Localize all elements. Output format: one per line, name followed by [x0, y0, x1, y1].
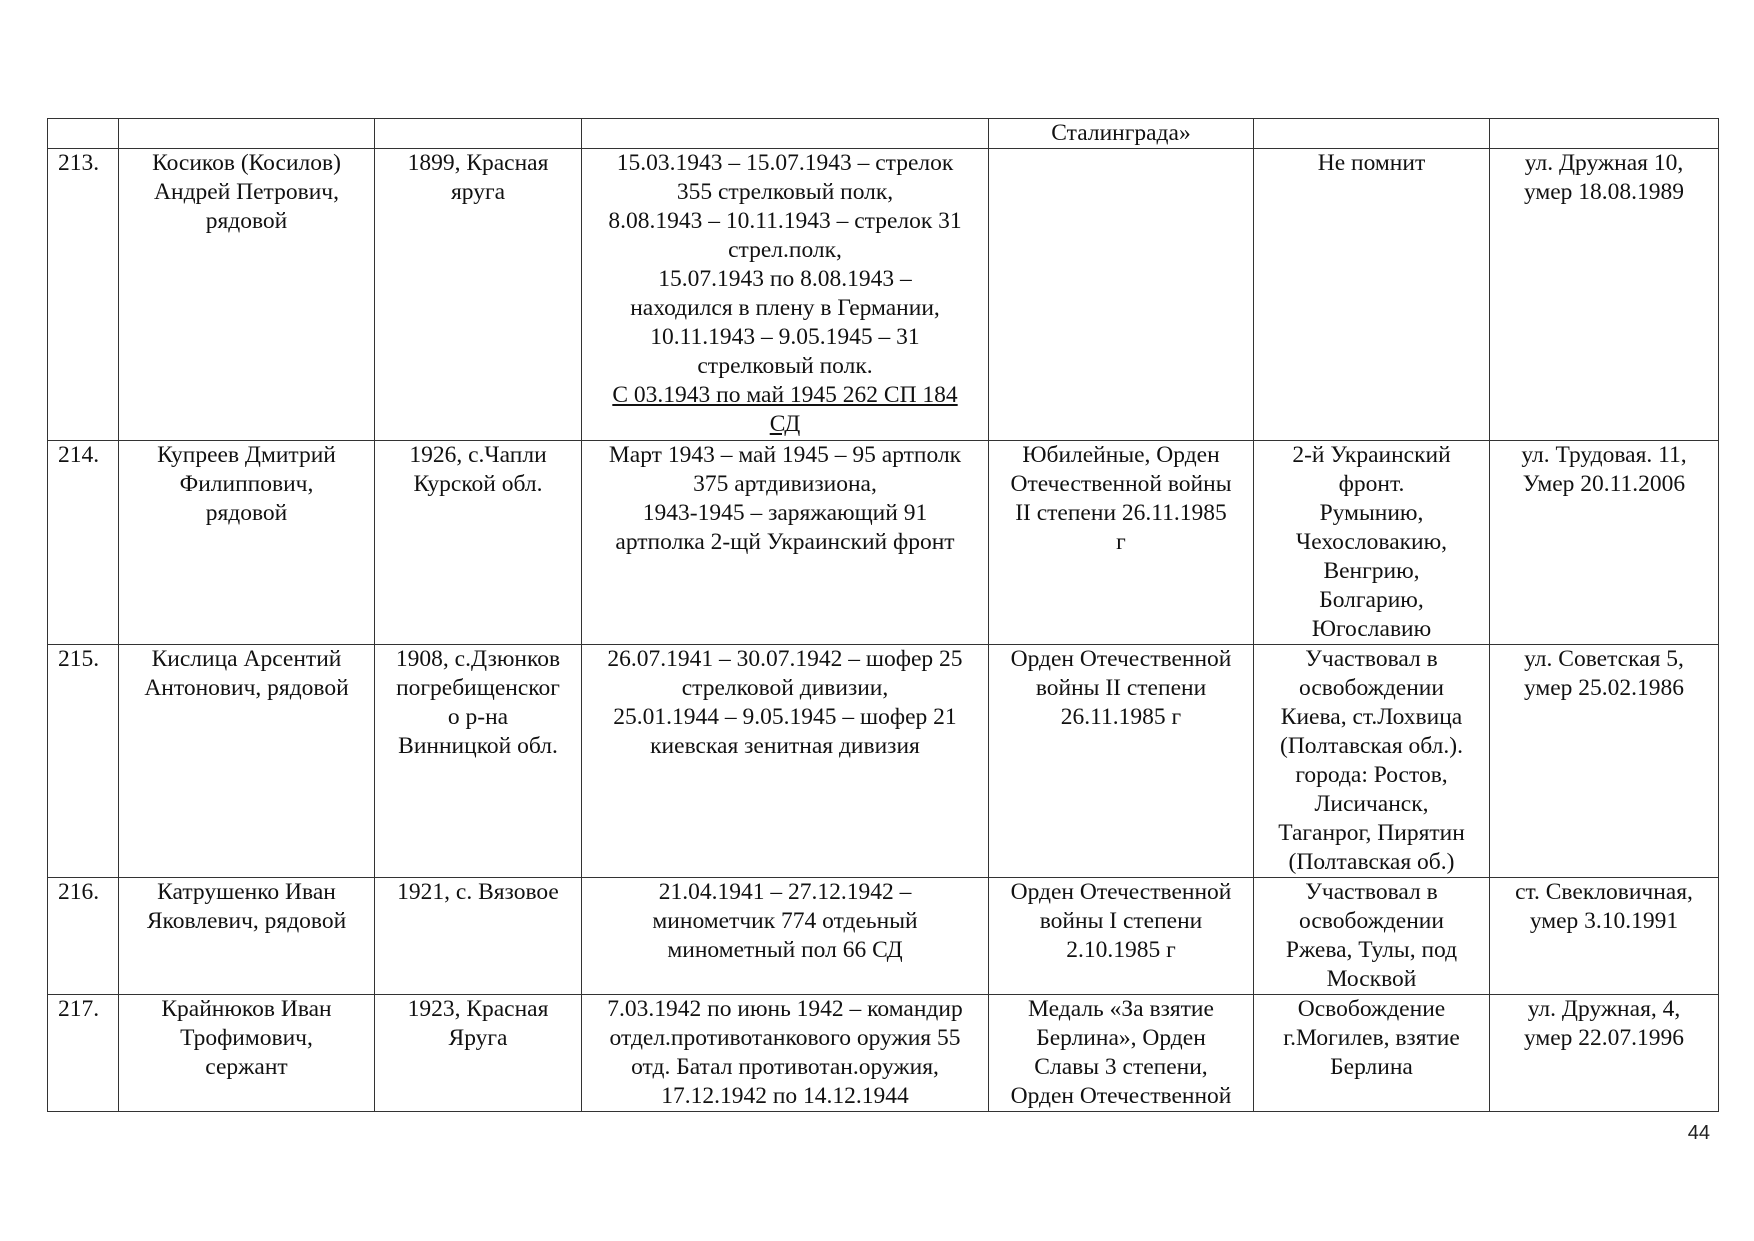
cell-service — [582, 119, 989, 149]
cell-birth — [375, 119, 582, 149]
cell-address: ул. Дружная, 4, умер 22.07.1996 — [1490, 995, 1719, 1112]
veterans-table — [47, 118, 1719, 1112]
table-row — [48, 878, 1719, 995]
cell-service: Март 1943 – май 1945 – 95 артполк 375 артдивизиона, 1943-1945 – заряжающий 91 артполка 2-щй Украинский фронт — [582, 441, 989, 645]
cell-battles: Участвовал в освобождении Ржева, Тулы, под Москвой — [1254, 878, 1490, 995]
table-row — [48, 645, 1719, 878]
cell-service: 26.07.1941 – 30.07.1942 – шофер 25 стрелковой дивизии, 25.01.1944 – 9.05.1945 – шофер 21 киевская зенитная дивизия — [582, 645, 989, 878]
cell-name: Крайнюков Иван Трофимович, сержант — [119, 995, 375, 1112]
cell-service: 7.03.1942 по июнь 1942 – командир отдел.противотанкового оружия 55 отд. Батал противотан.оружия, 17.12.1942 по 14.12.1944 — [582, 995, 989, 1112]
cell-name: Косиков (Косилов) Андрей Петрович, рядовой — [119, 149, 375, 441]
cell-battles: Освобождение г.Могилев, взятие Берлина — [1254, 995, 1490, 1112]
table-row — [48, 149, 1719, 441]
cell-battles: 2-й Украинский фронт. Румынию, Чехословакию, Венгрию, Болгарию, Югославию — [1254, 441, 1490, 645]
cell-awards: Медаль «За взятие Берлина», Орден Славы 3 степени, Орден Отечественной — [989, 995, 1254, 1112]
cell-number: 213. — [48, 149, 119, 441]
cell-address: ул. Дружная 10, умер 18.08.1989 — [1490, 149, 1719, 441]
table-row — [48, 441, 1719, 645]
cell-service — [582, 149, 989, 441]
cell-birth: 1921, с. Вязовое — [375, 878, 582, 995]
cell-name — [119, 119, 375, 149]
cell-number: 215. — [48, 645, 119, 878]
cell-number — [48, 119, 119, 149]
cell-birth: 1923, Красная Яруга — [375, 995, 582, 1112]
cell-birth: 1899, Красная яруга — [375, 149, 582, 441]
cell-number: 214. — [48, 441, 119, 645]
cell-awards: Юбилейные, Орден Отечественной войны II степени 26.11.1985 г — [989, 441, 1254, 645]
cell-battles — [1254, 119, 1490, 149]
cell-address: ул. Советская 5, умер 25.02.1986 — [1490, 645, 1719, 878]
cell-address — [1490, 119, 1719, 149]
cell-birth: 1926, с.Чапли Курской обл. — [375, 441, 582, 645]
cell-number: 216. — [48, 878, 119, 995]
page-number: 44 — [1687, 1122, 1710, 1144]
cell-address: ул. Трудовая. 11, Умер 20.11.2006 — [1490, 441, 1719, 645]
cell-birth: 1908, с.Дзюнков погребищенског о р-на Винницкой обл. — [375, 645, 582, 878]
cell-awards — [989, 149, 1254, 441]
cell-number: 217. — [48, 995, 119, 1112]
service-text: 15.03.1943 – 15.07.1943 – стрелок 355 стрелковый полк, 8.08.1943 – 10.11.1943 – стрелок 31 стрел.полк, 15.07.1943 по 8.08.1943 – находился в плену в Германии, 10.11.1943 – 9.05.1945 – 31 стрелковый полк. — [608, 150, 962, 379]
cell-name: Кислица Арсентий Антонович, рядовой — [119, 645, 375, 878]
cell-name: Купреев Дмитрий Филиппович, рядовой — [119, 441, 375, 645]
cell-battles: Не помнит — [1254, 149, 1490, 441]
table-row — [48, 995, 1719, 1112]
cell-name: Катрушенко Иван Яковлевич, рядовой — [119, 878, 375, 995]
cell-address: ст. Свекловичная, умер 3.10.1991 — [1490, 878, 1719, 995]
cell-awards: Орден Отечественной войны II степени 26.11.1985 г — [989, 645, 1254, 878]
cell-battles: Участвовал в освобождении Киева, ст.Лохвица (Полтавская обл.). города: Ростов, Лисичанск, Таганрог, Пирятин (Полтавская об.) — [1254, 645, 1490, 878]
service-text-underlined: С 03.1943 по май 1945 262 СП 184 СД — [612, 382, 958, 437]
cell-service: 21.04.1941 – 27.12.1942 – минометчик 774 отдеьный минометный пол 66 СД — [582, 878, 989, 995]
cell-awards: Сталинграда» — [989, 119, 1254, 149]
table-row-continued — [48, 119, 1719, 149]
cell-awards: Орден Отечественной войны I степени 2.10.1985 г — [989, 878, 1254, 995]
